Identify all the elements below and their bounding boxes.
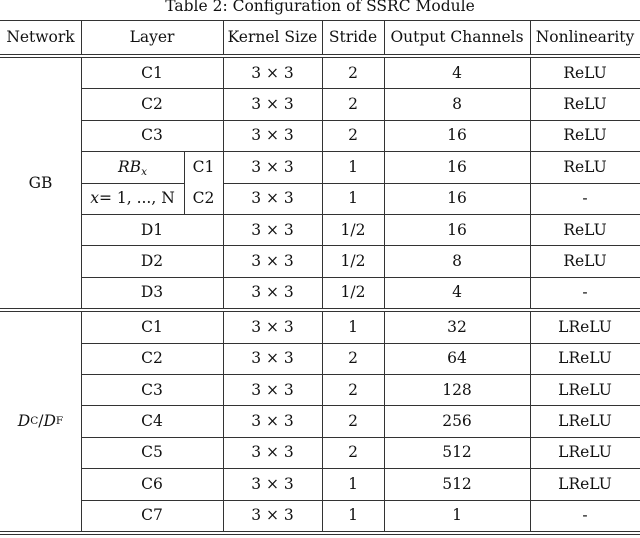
layer-cell: C2 [192,189,215,208]
table-caption: Table 2: Configuration of SSRC Module [165,0,475,15]
channels-cell: 1 [452,506,462,525]
layer-cell: C3 [141,126,163,145]
channels-cell: 512 [442,474,472,493]
rb-block-label [81,151,184,182]
kernel-cell: 3 × 3 [251,506,294,525]
header-layer: Layer [129,28,175,46]
layer-cell: C3 [141,380,163,399]
layer-cell: C5 [141,443,163,462]
layer-cell: C1 [192,157,215,176]
dc-slash: / [38,412,44,431]
dc-name: D [17,412,31,431]
nonlinearity-cell: ReLU [563,220,607,239]
header-output-channels: Output Channels [390,28,524,46]
nonlinearity-cell: ReLU [563,63,607,82]
nonlinearity-cell: - [582,283,588,302]
stride-cell: 2 [348,412,358,431]
layer-cell: C4 [141,412,163,431]
nonlinearity-cell: ReLU [563,126,607,145]
layer-cell: C2 [141,95,163,114]
section-rule [0,308,640,309]
layer-cell: C7 [141,506,163,525]
stride-cell: 1/2 [340,220,366,239]
channels-cell: 16 [447,126,467,145]
stride-cell: 2 [348,443,358,462]
nonlinearity-cell: LReLU [558,380,612,399]
nonlinearity-cell: LReLU [558,349,612,368]
network-dc-df: D C / D F [17,412,64,431]
kernel-cell: 3 × 3 [251,443,294,462]
channels-cell: 16 [447,157,467,176]
layer-cell: D1 [140,220,164,239]
nonlinearity-cell: ReLU [563,157,607,176]
bottom-rule-double [0,534,640,535]
stride-cell: 2 [348,63,358,82]
nonlinearity-cell: ReLU [563,95,607,114]
kernel-cell: 3 × 3 [251,380,294,399]
stride-cell: 2 [348,380,358,399]
nonlinearity-cell: LReLU [558,412,612,431]
channels-cell: 16 [447,220,467,239]
kernel-cell: 3 × 3 [251,412,294,431]
stride-cell: 2 [348,126,358,145]
channels-cell: 64 [447,349,467,368]
channels-cell: 4 [452,283,462,302]
stride-cell: 1 [348,506,358,525]
layer-cell: D2 [140,252,164,271]
kernel-cell: 3 × 3 [251,126,294,145]
nonlinearity-cell: - [582,189,588,208]
rb-name: RB [118,157,142,176]
header-nonlinearity: Nonlinearity [535,28,635,46]
layer-cell: C6 [141,474,163,493]
rb-range-text: = 1, ..., N [98,189,175,208]
kernel-cell: 3 × 3 [251,220,294,239]
channels-cell: 8 [452,252,462,271]
layer-cell: C1 [141,317,163,336]
kernel-cell: 3 × 3 [251,283,294,302]
stride-cell: 2 [348,349,358,368]
stride-cell: 1 [348,189,358,208]
network-gb: GB [28,173,53,192]
header-rule [0,54,640,55]
rb-math [118,158,147,176]
stride-cell: 1 [348,157,358,176]
channels-cell: 16 [447,189,467,208]
bottom-rule [0,531,640,532]
kernel-cell: 3 × 3 [251,252,294,271]
stride-cell: 1/2 [340,283,366,302]
nonlinearity-cell: LReLU [558,443,612,462]
channels-cell: 32 [447,317,467,336]
channels-cell: 8 [452,95,462,114]
layer-cell: D3 [140,283,164,302]
header-stride: Stride [328,28,378,46]
kernel-cell: 3 × 3 [251,349,294,368]
stride-cell: 2 [348,95,358,114]
df-name: D [43,412,56,431]
kernel-cell: 3 × 3 [251,95,294,114]
kernel-cell: 3 × 3 [251,157,294,176]
header-kernel-size: Kernel Size [227,28,318,46]
rb-range-var: x [90,189,99,208]
nonlinearity-cell: - [582,506,588,525]
rb-subscript: x [141,165,147,178]
stride-cell: 1 [348,317,358,336]
channels-cell: 512 [442,443,472,462]
stride-cell: 1/2 [340,252,366,271]
nonlinearity-cell: LReLU [558,317,612,336]
header-network: Network [6,28,75,46]
kernel-cell: 3 × 3 [251,317,294,336]
rb-range [81,183,184,214]
channels-cell: 128 [442,380,472,399]
nonlinearity-cell: ReLU [563,252,607,271]
kernel-cell: 3 × 3 [251,63,294,82]
kernel-cell: 3 × 3 [251,189,294,208]
channels-cell: 4 [452,63,462,82]
layer-cell: C2 [141,349,163,368]
channels-cell: 256 [442,412,472,431]
layer-cell: C1 [141,63,163,82]
stride-cell: 1 [348,474,358,493]
kernel-cell: 3 × 3 [251,474,294,493]
nonlinearity-cell: LReLU [558,474,612,493]
